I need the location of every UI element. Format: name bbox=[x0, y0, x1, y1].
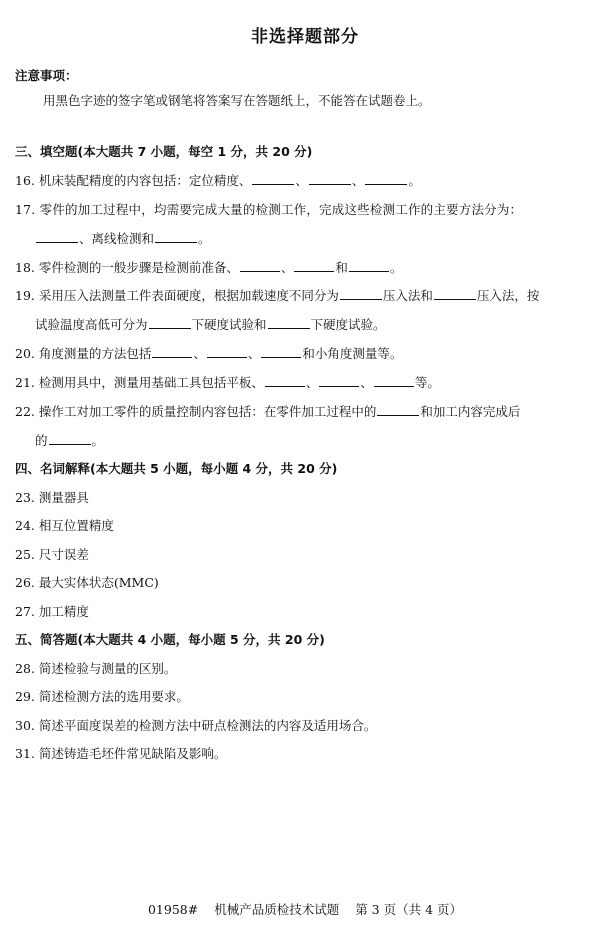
question-22-mid: 和加工内容完成后 bbox=[420, 404, 521, 419]
answer-blank bbox=[365, 183, 407, 185]
question-19-line1 bbox=[15, 286, 539, 304]
question-18-end: 。 bbox=[389, 260, 403, 275]
answer-blank bbox=[349, 270, 389, 272]
question-16-end: 。 bbox=[408, 173, 421, 188]
answer-blank bbox=[294, 270, 334, 272]
question-16-text: 16. 机床装配精度的内容包括：定位精度、 bbox=[15, 173, 252, 188]
question-18 bbox=[15, 258, 402, 276]
page-footer bbox=[0, 900, 610, 918]
answer-blank bbox=[309, 183, 351, 185]
answer-blank bbox=[240, 270, 280, 272]
answer-blank bbox=[149, 327, 191, 329]
question-22-line2 bbox=[35, 431, 104, 449]
question-30: 30. 简述平面度误差的检测方法中研点检测法的内容及适用场合。 bbox=[15, 718, 377, 733]
notice-label: 注意事项： bbox=[15, 68, 78, 83]
question-22-line2-end: 。 bbox=[91, 433, 105, 448]
question-16-sep1: 、 bbox=[295, 173, 308, 188]
question-21-end: 等。 bbox=[414, 375, 440, 390]
answer-blank bbox=[265, 385, 305, 387]
answer-blank bbox=[340, 298, 382, 300]
question-29: 29. 简述检测方法的选用要求。 bbox=[15, 689, 189, 704]
answer-blank bbox=[434, 298, 476, 300]
section5-heading: 五、简答题(本大题共 4 小题，每小题 5 分，共 20 分) bbox=[15, 632, 325, 647]
section4-heading: 四、名词解释(本大题共 5 小题，每小题 4 分，共 20 分) bbox=[15, 461, 338, 476]
answer-blank bbox=[155, 241, 197, 243]
question-21-sep2: 、 bbox=[360, 375, 373, 390]
question-19-end: 压入法，按 bbox=[476, 288, 540, 303]
question-18-sep2: 和 bbox=[335, 260, 348, 275]
question-19-line2-end: 下硬度试验。 bbox=[310, 317, 386, 332]
question-17-mid: 、离线检测和 bbox=[79, 231, 155, 246]
question-27: 27. 加工精度 bbox=[15, 604, 89, 619]
question-20-end: 和小角度测量等。 bbox=[302, 346, 403, 361]
question-25: 25. 尺寸误差 bbox=[15, 547, 89, 562]
question-17-end: 。 bbox=[198, 231, 211, 246]
question-31: 31. 简述铸造毛坯件常见缺陷及影响。 bbox=[15, 746, 227, 761]
page-number: 第 3 页（共 4 页） bbox=[355, 902, 463, 917]
question-19-line2-mid: 下硬度试验和 bbox=[191, 317, 267, 332]
question-22-text: 22. 操作工对加工零件的质量控制内容包括：在零件加工过程中的 bbox=[15, 404, 377, 419]
question-21 bbox=[15, 373, 440, 391]
question-16 bbox=[15, 171, 421, 189]
question-26: 26. 最大实体状态(MMC) bbox=[15, 575, 159, 590]
question-21-text: 21. 检测用具中，测量用基础工具包括平板、 bbox=[15, 375, 264, 390]
answer-blank bbox=[49, 443, 91, 445]
answer-blank bbox=[207, 356, 247, 358]
question-28: 28. 简述检验与测量的区别。 bbox=[15, 661, 177, 676]
answer-blank bbox=[36, 241, 78, 243]
question-20-sep2: 、 bbox=[247, 346, 261, 361]
answer-blank bbox=[152, 356, 192, 358]
question-18-sep1: 、 bbox=[280, 260, 294, 275]
question-17-line2 bbox=[35, 229, 211, 247]
answer-blank bbox=[268, 327, 310, 329]
question-19-text: 19. 采用压入法测量工件表面硬度，根据加载速度不同分为 bbox=[15, 288, 339, 303]
answer-blank bbox=[319, 385, 359, 387]
question-18-text: 18. 零件检测的一般步骤是检测前准备、 bbox=[15, 260, 239, 275]
question-22-line1 bbox=[15, 402, 520, 420]
question-20 bbox=[15, 344, 402, 362]
question-20-sep1: 、 bbox=[193, 346, 206, 361]
question-19-line2-text: 试验温度高低可分为 bbox=[35, 317, 148, 332]
page-title: 非选择题部分 bbox=[251, 27, 359, 47]
notice-text: 用黑色字迹的签字笔或钢笔将答案写在答题纸上，不能答在试题卷上。 bbox=[43, 93, 431, 108]
answer-blank bbox=[252, 183, 294, 185]
question-24: 24. 相互位置精度 bbox=[15, 518, 114, 533]
question-22-line2-text: 的 bbox=[35, 433, 48, 448]
question-21-sep1: 、 bbox=[305, 375, 319, 390]
question-19-mid: 压入法和 bbox=[382, 288, 433, 303]
question-23: 23. 测量器具 bbox=[15, 490, 89, 505]
question-19-line2 bbox=[35, 315, 386, 333]
question-16-sep2: 、 bbox=[351, 173, 365, 188]
question-20-text: 20. 角度测量的方法包括 bbox=[15, 346, 152, 361]
answer-blank bbox=[377, 414, 419, 416]
question-17-line1: 17. 零件的加工过程中，均需要完成大量的检测工作，完成这些检测工作的主要方法分为： bbox=[15, 202, 523, 217]
answer-blank bbox=[374, 385, 414, 387]
section3-heading: 三、填空题(本大题共 7 小题，每空 1 分，共 20 分) bbox=[15, 144, 313, 159]
answer-blank bbox=[261, 356, 301, 358]
exam-code: 01958# bbox=[147, 902, 199, 917]
exam-subject: 机械产品质检技术试题 bbox=[214, 902, 340, 917]
